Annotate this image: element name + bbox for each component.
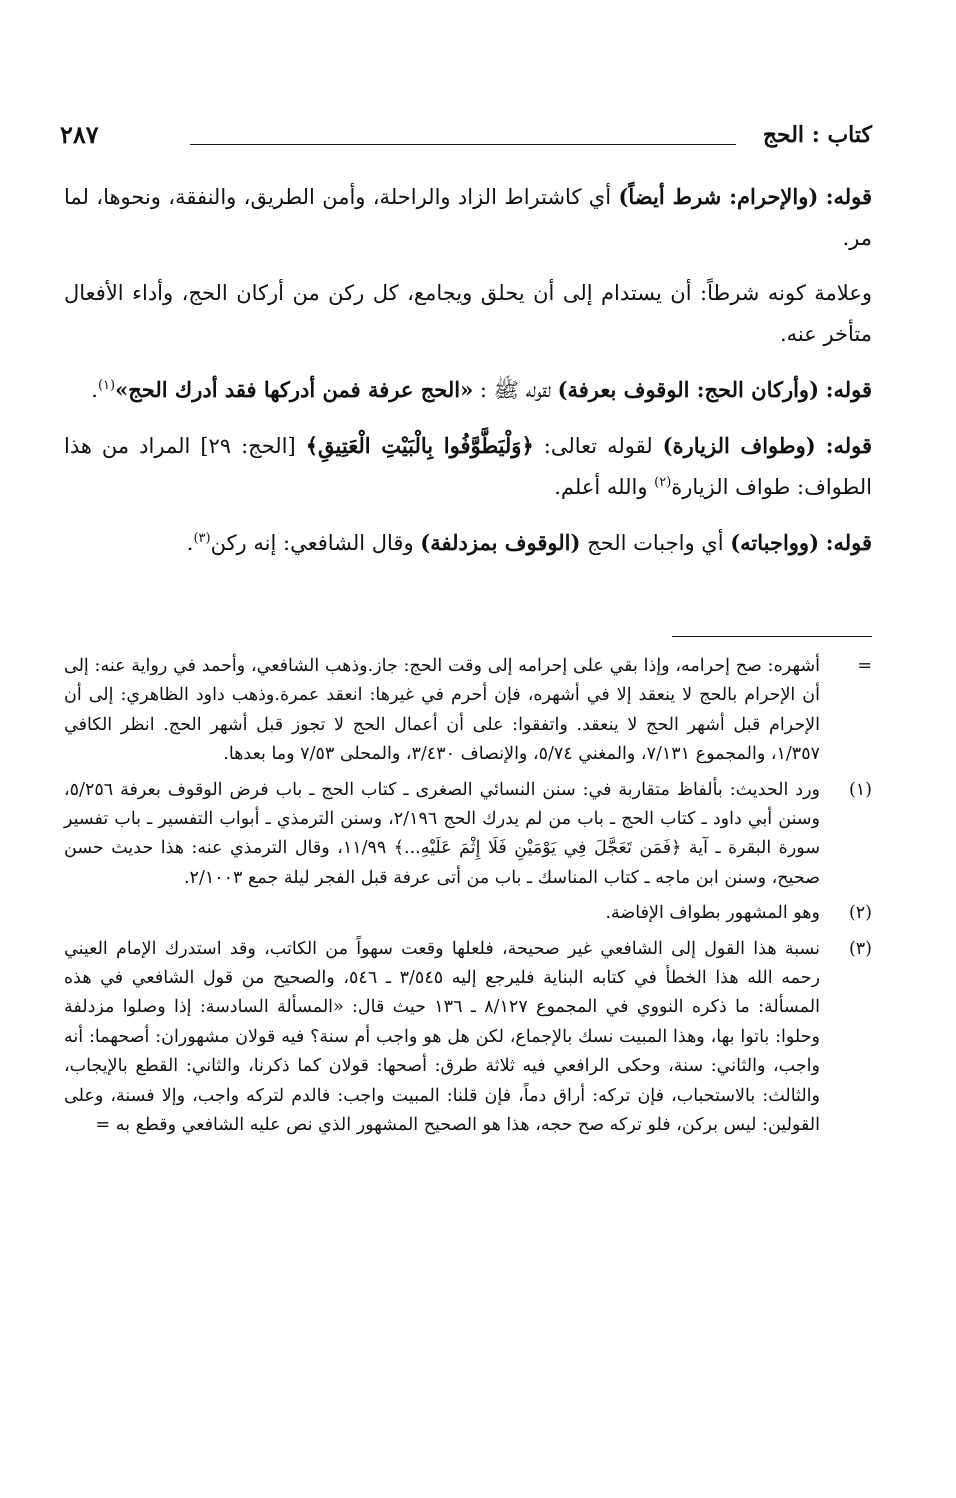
commentary-text: والله أعلم. [554, 475, 655, 499]
paragraph-ihram [64, 176, 872, 259]
footnote-mark: (١) [848, 779, 872, 800]
footnote-text: أشهره: صح إحرامه، وإذا بقي على إحرامه إلى وقت الحج: جاز.وذهب الشافعي، وأحمد في رواية عنه: إلى أن الإحرام بالحج لا ينعقد إلا في أشهره، فإن أحرم في غيرها: انعقد عمرة.وذهب داود الظاهري: إلى أن الإحرام قبل أشهر الحج لا ينعقد. واتفقوا: على أن أعمال الحج لا تجوز قبل أشهر الحج. انظر الكافي ١/٣٥٧، والمجموع ٧/١٣١، والمغني ٥/٧٤، والإنصاف ٣/٤٣٠، والمحلى ٧/٥٣ وما بعدها. [64, 656, 820, 765]
footnote-1 [64, 776, 872, 894]
qawluhu-marker: قوله: [825, 377, 872, 402]
footnotes [64, 652, 872, 1147]
quran-verse: ﴿وَلْيَطَّوَّفُوا بِالْبَيْتِ الْعَتِيقِ﴾ [305, 433, 534, 458]
footnote-2 [64, 899, 872, 928]
paragraph-obligations [64, 522, 872, 564]
lemma: (والإحرام: شرط أيضاً) [618, 184, 819, 209]
commentary-text: لقوله تعالى: [533, 434, 663, 458]
footnote-separator [672, 636, 872, 637]
footnote-continuation [64, 652, 872, 770]
header-rule [190, 144, 736, 145]
footnote-mark: (٣) [848, 938, 872, 959]
footnote-text: ورد الحديث: بألفاظ متقاربة في: سنن النسائي الصغرى ـ كتاب الحج ـ باب فرض الوقوف بعرفة ٥/٢٥٦، وسنن أبي داود ـ كتاب الحج ـ باب من لم يدرك الحج ٢/١٩٦، وسنن الترمذي ـ أبواب التفسير ـ باب تفسير سورة البقرة ـ آية ﴿فَمَن تَعَجَّلَ فِي يَوْمَيْنِ فَلَا إِثْمَ عَلَيْهِ...﴾ ١١/٩٩، وقال الترمذي عنه: هذا حديث حسن صحيح، وسنن ابن ماجه ـ كتاب المناسك ـ باب من أتى عرفة قبل الفجر ليلة جمع ٢/١٠٠٣. [64, 779, 820, 888]
lemma: (الوقوف بمزدلفة) [420, 530, 581, 555]
commentary-text: أي واجبات الحج [580, 531, 731, 555]
punctuation: . [91, 378, 98, 402]
lemma: (وواجباته) [730, 530, 820, 555]
lemma: (وطواف الزيارة) [662, 433, 816, 458]
main-text [64, 176, 872, 578]
chapter-title: كتاب : الحج [762, 122, 872, 148]
paragraph-pillars [64, 369, 872, 411]
commentary-text: وقال الشافعي: إنه ركن [210, 531, 421, 555]
qawluhu-marker: قوله: [825, 184, 872, 209]
footnote-ref: (١) [97, 378, 116, 393]
qawluhu-marker: قوله: [825, 530, 872, 555]
footnote-3 [64, 935, 872, 1141]
paragraph-tawaf [64, 425, 872, 508]
page-number: ٢٨٧ [60, 120, 99, 149]
running-header [60, 118, 872, 158]
footnote-ref: (٢) [654, 475, 672, 490]
footnote-text: وهو المشهور بطواف الإفاضة. [605, 903, 820, 924]
punctuation: . [186, 531, 194, 555]
qawluhu-marker: قوله: [825, 433, 872, 458]
footnote-mark: (٢) [848, 903, 872, 924]
paragraph-sign-of-condition [64, 273, 872, 355]
commentary-text: أي كاشتراط الزاد والراحلة، وأمن الطريق، والنفقة، ونحوها، لما مر. [64, 185, 872, 250]
footnote-mark: = [857, 656, 872, 676]
commentary-text: لقوله ﷺ : [473, 378, 558, 402]
verse-citation: [الحج: ٢٩] المراد من هذا الطواف: طواف الزيارة [64, 434, 872, 499]
lemma: (وأركان الحج: الوقوف بعرفة) [557, 377, 820, 402]
footnote-ref: (٣) [193, 531, 211, 546]
hadith-quote: «الحج عرفة فمن أدركها فقد أدرك الحج» [115, 377, 474, 402]
commentary-text: وعلامة كونه شرطاً: أن يستدام إلى أن يحلق ويجامع، كل ركن من أركان الحج، وأداء الأفعال متأخر عنه. [64, 281, 872, 346]
footnote-text: نسبة هذا القول إلى الشافعي غير صحيحة، فلعلها وقعت سهواً من الكاتب، وقد استدرك الإمام العيني رحمه الله هذا الخطأ في كتابه البناية فليرجع إليه ٣/٥٤٥ ـ ٥٤٦، والصحيح من قول الشافعي في هذه المسألة: ما ذكره النووي في المجموع ٨/١٢٧ ـ ١٣٦ حيث قال: «المسألة السادسة: إذا وصلوا مزدلفة وحلوا: باتوا بها، وهذا المبيت نسك بالإجماع، لكن هل هو واجب أم سنة؟ فيه قولان مشهوران: أصحهما: أنه واجب، والثاني: سنة، وحكى الرافعي فيه ثلاثة طرق: أصحها: قولان كما ذكرنا، والثاني: القطع بالإيجاب، والثالث: بالاستحباب، فإن تركه: أراق دماً، فإن قلنا: المبيت واجب: فالدم لتركه واجب، وإلا فسنة، وعلى القولين: ليس بركن، فلو تركه صح حجه، هذا هو الصحيح المشهور الذي نص عليه الشافعي وقطع به = [64, 938, 821, 1136]
